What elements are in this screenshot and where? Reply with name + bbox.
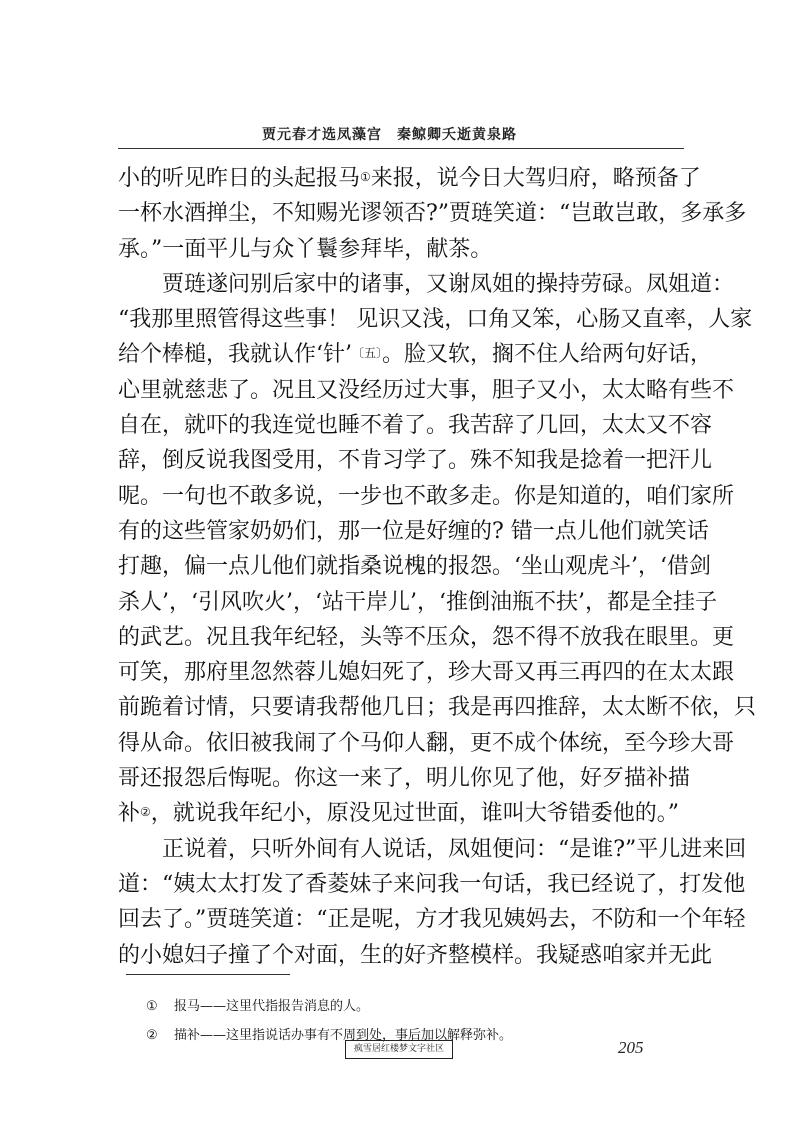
footnote-item	[146, 992, 686, 1021]
footnote-text: 报马——这里代指报告消息的人。	[174, 999, 370, 1014]
text-line: 可笑，那府里忽然蓉儿媳妇死了，珍大哥又再三再四的在太太跟	[118, 660, 735, 686]
text-line: 贾琏遂问别后家中的诸事，又谢凤姐的操持劳碌。凤姐道：	[162, 271, 735, 297]
text-line: 给个棒槌，我就认作‘针’$^{〔五〕}$。脸又软，搁不住人给两句好话，	[118, 342, 713, 368]
text-line: 哥还报怨后悔呢。你这一来了，明儿你见了他，好歹描补描	[118, 766, 691, 792]
text-line: 的武艺。况且我年纪轻，头等不压众，怨不得不放我在眼里。更	[118, 624, 735, 650]
annotation-mark: 〔五〕	[352, 346, 383, 361]
text-line: 心里就慈悲了。况且又没经历过大事，胆子又小，太太略有些不	[118, 377, 735, 403]
footnote-mark: ②	[140, 805, 151, 820]
text-line: “我那里照管得这些事！ 见识又浅，口角又笨，心肠又直率，人家	[118, 307, 753, 333]
page-number: 205	[618, 1038, 644, 1057]
body-text	[118, 161, 757, 973]
text-line: 有的这些管家奶奶们，那一位是好缠的? 错一点儿他们就笑话	[118, 518, 709, 544]
text-line: 辞，倒反说我图受用，不肯习学了。殊不知我是捻着一把汗儿	[118, 448, 713, 474]
footnote-number: ①	[146, 999, 158, 1014]
footnote-text: 描补——这里指说话办事有不周到处，事后加以解释弥补。	[174, 1028, 513, 1043]
text-line: 回去了。”贾琏笑道：“正是呢，方才我见姨妈去，不防和一个年轻	[118, 907, 746, 933]
text-line: 正说着，只听外间有人说话，凤姐便问：“是谁?”平儿进来回	[162, 836, 747, 862]
text-line: 打趣，偏一点儿他们就指桑说槐的报怨。‘坐山观虎斗’，‘借剑	[118, 554, 711, 580]
header-rule	[118, 148, 684, 149]
text-line: 杀人’，‘引风吹火’，‘站干岸儿’，‘推倒油瓶不扶’，都是全挂子	[118, 589, 717, 615]
text-line: 承。”一面平儿与众丫鬟参拜毕，献茶。	[118, 236, 493, 262]
text-line: 一杯水酒掸尘，不知赐光谬领否?”贾琏笑道：“岂敢岂敢，多承多	[118, 201, 747, 227]
text-line: 补②，就说我年纪小，原没见过世面，谁叫大爷错委他的。”	[118, 801, 680, 827]
watermark-stamp: 疯雪居红楼梦文字社区	[345, 1040, 453, 1059]
text-line: 道：“姨太太打发了香菱妹子来问我一句话，我已经说了，打发他	[118, 871, 746, 897]
running-header: 贾元春才选凤藻宫 秦鲸卿夭逝黄泉路	[262, 127, 517, 143]
text-line: 前跪着讨情，只要请我帮他几日；我是再四推辞，太太断不依，只	[118, 695, 757, 721]
text-line: 的小媳妇子撞了个对面，生的好齐整模样。我疑惑咱家并无此	[118, 942, 713, 968]
footnote-rule	[126, 974, 290, 975]
text-line: 得从命。依旧被我闹了个马仰人翻，更不成个体统，至今珍大哥	[118, 730, 735, 756]
text-line: 自在，就吓的我连觉也睡不着了。我苦辞了几回，太太又不容	[118, 413, 713, 439]
text-line: 呢。一句也不敢多说，一步也不敢多走。你是知道的，咱们家所	[118, 483, 735, 509]
text-line: 小的听见昨日的头起报马①来报，说今日大驾归府，略预备了	[118, 166, 701, 191]
footnote-number: ②	[146, 1028, 158, 1043]
footnote-mark: ①	[360, 170, 371, 184]
